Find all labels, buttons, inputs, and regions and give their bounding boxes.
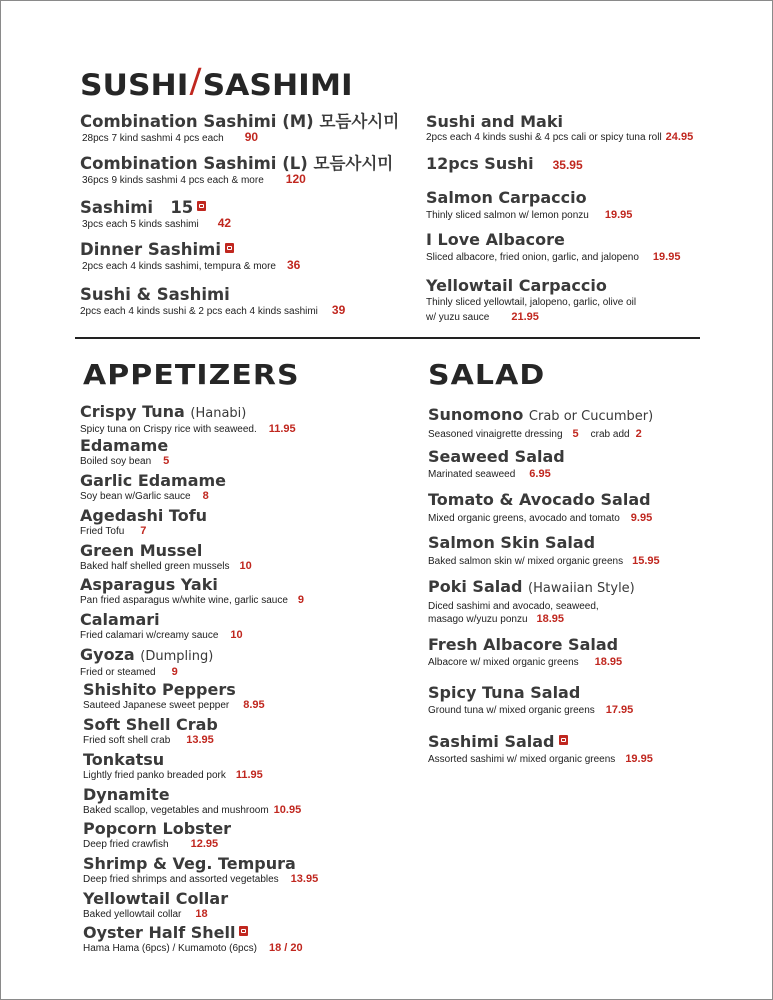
- item-price: 9: [171, 666, 178, 678]
- item-price: 11.95: [268, 423, 296, 435]
- item-desc: Soy bean w/Garlic sauce: [80, 491, 191, 502]
- item-extra-price: 2: [635, 428, 642, 440]
- item-price: 12.95: [190, 838, 219, 850]
- item-desc: Mixed organic greens, avocado and tomato: [428, 513, 620, 524]
- item-price: 13.95: [290, 873, 319, 885]
- item-desc: Diced sashimi and avocado, seaweed,: [428, 601, 599, 612]
- item-desc: masago w/yuzu ponzu: [428, 614, 528, 625]
- chef-special-icon: [559, 735, 568, 745]
- item-price: 21.95: [511, 311, 539, 323]
- menu-item: [80, 436, 169, 468]
- item-desc: Spicy tuna on Crispy rice with seaweed.: [80, 424, 257, 435]
- item-desc: Thinly sliced salmon w/ lemon ponzu: [426, 210, 589, 221]
- item-price: 18 / 20: [268, 942, 303, 954]
- item-name: Sushi and Maki: [426, 112, 563, 131]
- menu-item: [426, 112, 693, 144]
- item-desc: Fried or steamed: [80, 667, 156, 678]
- item-name: Salmon Carpaccio: [426, 188, 587, 207]
- item-desc: Thinly sliced yellowtail, jalopeno, garlic, olive oil: [426, 297, 637, 308]
- item-price: 11.95: [235, 769, 263, 781]
- item-desc: Hama Hama (6pcs) / Kumamoto (6pcs): [83, 943, 257, 954]
- menu-item: [428, 732, 653, 766]
- menu-item: [426, 154, 583, 175]
- menu-item: [428, 405, 653, 441]
- item-subtitle: Crab or Cucumber): [528, 409, 654, 424]
- item-price: 8: [202, 490, 209, 502]
- item-name: Oyster Half Shell: [83, 923, 236, 942]
- item-desc: Lightly fried panko breaded pork: [83, 770, 226, 781]
- item-name-korean: 모듬사시미: [313, 154, 394, 173]
- item-price: 13.95: [186, 734, 214, 746]
- item-desc: w/ yuzu sauce: [426, 312, 490, 323]
- item-name: Calamari: [80, 610, 160, 629]
- item-name: Sashimi Salad: [428, 732, 555, 751]
- item-price: 90: [244, 130, 259, 144]
- item-subtitle: (Hawaiian Style): [528, 581, 635, 596]
- item-price: 5: [163, 455, 170, 467]
- item-price: 18.95: [536, 613, 565, 625]
- item-price: 19.95: [652, 251, 681, 263]
- chef-special-icon: [225, 243, 234, 253]
- item-desc: Sliced albacore, fried onion, garlic, and jalopeno: [426, 252, 639, 263]
- item-price: 5: [572, 428, 579, 440]
- item-name: Combination Sashimi (L): [80, 154, 308, 173]
- item-name: Gyoza: [80, 645, 135, 664]
- section-title-salad: SALAD: [428, 358, 546, 391]
- item-extra: crab add: [590, 429, 630, 440]
- item-desc: Deep fried shrimps and assorted vegetables: [83, 874, 279, 885]
- item-name: Sushi & Sashimi: [80, 285, 230, 304]
- item-name: Garlic Edamame: [80, 471, 227, 490]
- menu-item: [83, 680, 265, 712]
- item-desc: Baked half shelled green mussels: [80, 561, 230, 572]
- menu-item: [80, 240, 300, 273]
- menu-item: [80, 541, 252, 573]
- menu-item: [80, 506, 207, 538]
- item-price: 17.95: [605, 704, 634, 716]
- item-price: 8.95: [243, 699, 265, 711]
- item-desc: Albacore w/ mixed organic greens: [428, 657, 579, 668]
- item-name: Shrimp & Veg. Tempura: [83, 854, 296, 873]
- item-price: 36: [286, 258, 301, 272]
- item-price: 7: [140, 525, 147, 537]
- item-name: 12pcs Sushi: [426, 154, 534, 173]
- title-slash: /: [189, 61, 202, 100]
- menu-item: [83, 889, 228, 921]
- menu-item: [83, 785, 301, 817]
- item-desc: 2pcs each 4 kinds sushi & 4 pcs cali or spicy tuna roll: [426, 132, 662, 143]
- item-price: 19.95: [604, 209, 633, 221]
- item-price: 10: [239, 560, 252, 572]
- menu-item: [83, 715, 218, 747]
- item-desc: 36pcs 9 kinds sashmi 4 pcs each & more: [82, 175, 264, 186]
- menu-item: [428, 490, 652, 525]
- item-price: 10: [230, 629, 243, 641]
- item-name: Shishito Peppers: [83, 680, 236, 699]
- item-desc: Fried Tofu: [80, 526, 125, 537]
- item-desc: Deep fried crawfish: [83, 839, 169, 850]
- chef-special-icon: [197, 201, 206, 211]
- item-subtitle: (Dumpling): [140, 649, 214, 664]
- item-desc: Sauteed Japanese sweet pepper: [83, 700, 230, 711]
- item-price: 9.95: [630, 512, 653, 524]
- item-desc: Fried soft shell crab: [83, 735, 171, 746]
- item-desc: Marinated seaweed: [428, 469, 516, 480]
- menu-item: [83, 819, 231, 851]
- section-title-sushi-sashimi: [80, 61, 353, 102]
- menu-item: [80, 402, 296, 436]
- item-desc: Pan fried asparagus w/white wine, garlic sauce: [80, 595, 288, 606]
- item-name: Yellowtail Carpaccio: [426, 276, 607, 295]
- menu-item: [80, 198, 231, 231]
- item-price: 120: [285, 172, 306, 186]
- item-name-korean: 모듬사시미: [319, 112, 400, 131]
- item-price: 9: [297, 594, 305, 606]
- item-name: Soft Shell Crab: [83, 715, 218, 734]
- item-name: Green Mussel: [80, 541, 203, 560]
- item-name: Spicy Tuna Salad: [428, 683, 581, 702]
- item-name: Crispy Tuna: [80, 402, 185, 421]
- item-desc: Baked salmon skin w/ mixed organic greens: [428, 556, 624, 567]
- item-price: 18: [195, 908, 208, 920]
- menu-item: [426, 188, 632, 222]
- item-name: Tomato & Avocado Salad: [428, 490, 651, 509]
- item-price: 24.95: [665, 131, 694, 143]
- item-name: Asparagus Yaki: [80, 575, 218, 594]
- item-price: 18.95: [594, 656, 623, 668]
- section-title-appetizers: APPETIZERS: [83, 358, 300, 391]
- item-desc: Boiled soy bean: [80, 456, 152, 467]
- item-desc: Baked yellowtail collar: [83, 909, 182, 920]
- item-name: Seaweed Salad: [428, 447, 565, 466]
- item-subtitle: (Hanabi): [190, 406, 247, 421]
- menu-item: [80, 112, 399, 145]
- title-sashimi: SASHIMI: [202, 68, 353, 102]
- item-name: Agedashi Tofu: [80, 506, 208, 525]
- menu-item: [428, 577, 635, 626]
- item-price: 19.95: [625, 753, 653, 765]
- item-name: Fresh Albacore Salad: [428, 635, 619, 654]
- menu-item: [80, 645, 213, 679]
- item-name-price: 15: [170, 198, 194, 217]
- menu-item: [80, 471, 226, 503]
- item-name: Sashimi: [80, 198, 154, 217]
- item-name: Popcorn Lobster: [83, 819, 232, 838]
- item-desc: 28pcs 7 kind sashmi 4 pcs each: [82, 133, 224, 144]
- item-desc: Assorted sashimi w/ mixed organic greens: [428, 754, 616, 765]
- item-name: Poki Salad: [428, 577, 523, 596]
- item-desc: Fried calamari w/creamy sauce: [80, 630, 219, 641]
- item-desc: Seasoned vinaigrette dressing: [428, 429, 563, 440]
- item-price: 42: [217, 216, 232, 230]
- item-name: Edamame: [80, 436, 169, 455]
- item-desc: 2pcs each 4 kinds sashimi, tempura & more: [82, 261, 276, 272]
- section-divider: [75, 337, 700, 339]
- title-sushi: SUSHI: [80, 68, 189, 102]
- menu-item: [80, 610, 243, 642]
- menu-item: [428, 683, 633, 717]
- item-price: 10.95: [273, 804, 302, 816]
- item-name: Salmon Skin Salad: [428, 533, 596, 552]
- menu-item: [83, 923, 303, 955]
- menu-item: [83, 854, 318, 886]
- menu-item: [426, 230, 680, 264]
- item-price: 15.95: [632, 555, 660, 567]
- item-name: Dynamite: [83, 785, 170, 804]
- menu-item: [426, 276, 636, 324]
- item-name: Combination Sashimi (M): [80, 112, 314, 131]
- item-price: 35.95: [552, 158, 583, 172]
- item-price: 6.95: [529, 468, 551, 480]
- item-desc: Baked scallop, vegetables and mushroom: [83, 805, 269, 816]
- menu-item: [80, 285, 345, 318]
- menu-item: [428, 635, 622, 669]
- menu-item: [83, 750, 263, 782]
- item-name: I Love Albacore: [426, 230, 565, 249]
- menu-item: [428, 533, 660, 568]
- item-price: 39: [331, 303, 346, 317]
- chef-special-icon: [239, 926, 248, 936]
- menu-item: [80, 575, 304, 607]
- item-desc: Ground tuna w/ mixed organic greens: [428, 705, 595, 716]
- item-desc: 3pcs each 5 kinds sashimi: [82, 219, 199, 230]
- item-name: Tonkatsu: [83, 750, 165, 769]
- menu-item: [80, 154, 393, 187]
- item-name: Dinner Sashimi: [80, 240, 222, 259]
- menu-item: [428, 447, 565, 481]
- item-name: Sunomono: [428, 405, 524, 424]
- item-desc: 2pcs each 4 kinds sushi & 2 pcs each 4 kinds sashimi: [80, 306, 318, 317]
- item-name: Yellowtail Collar: [83, 889, 229, 908]
